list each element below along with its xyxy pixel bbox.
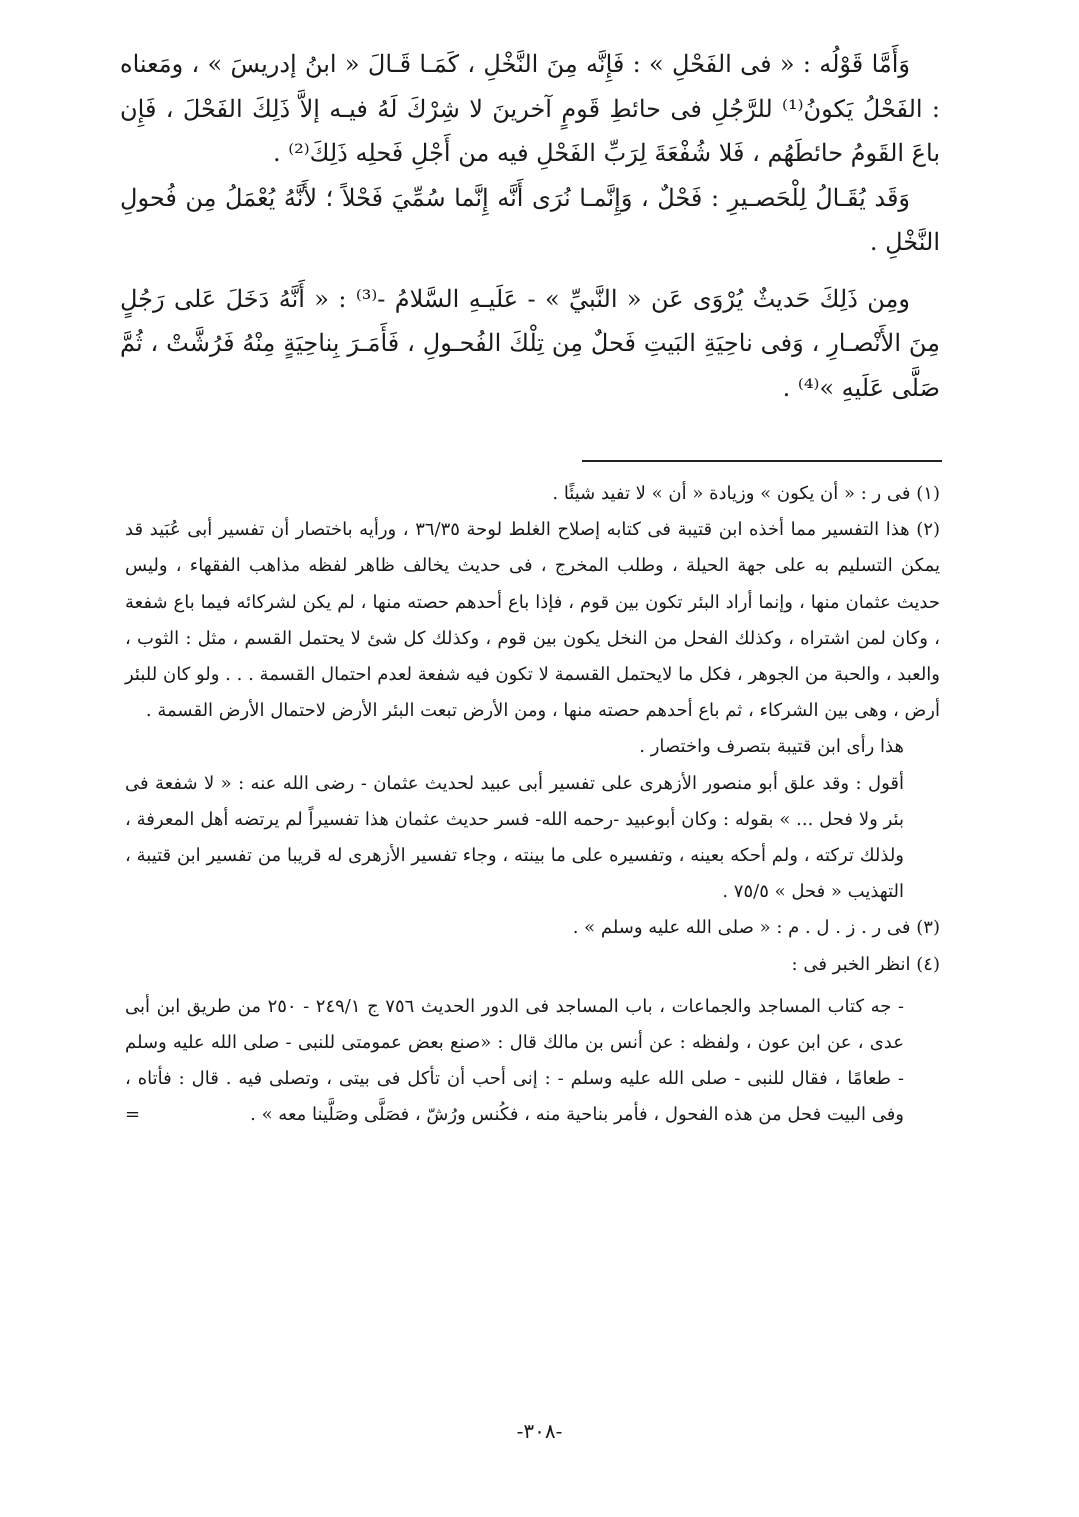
page-number: -٣٠٨- — [516, 1419, 563, 1443]
footnote-2-label: (٢) — [916, 519, 941, 541]
footnote-2-comment: أقول : وقد علق أبو منصور الأزهرى على تفسير أبى عبيد لحديث عثمان - رضى الله عنه : « لا شفعة فى بئر ولا فحل ... » بقوله : وكان أبوعبيد -رحمه الله- فسر حديث عثمان هذا تفسيراً لم يرتضه أهل المعرفة ، ولذلك تركته ، ولم أحكه بعينه ، وتفسيره على ما بينته ، وجاء تفسير الأزهرى له قريبا من تفسير ابن قتيبة ، التهذيب « فحل » ٧٥/٥ . — [125, 772, 904, 903]
main-paragraph-3: ومِن ذَلِكَ حَديثٌ يُرْوَى عَن « النَّبيِّ » - عَلَيـهِ السَّلامُ -⁽³⁾ : « أَنَّهُ دَخَلَ عَلى رَجُلٍ مِنَ الأَنْصـارِ ، وَفى ناحِيَةِ البَيتِ فَحلٌ مِن تِلْكَ الفُحـولِ ، فَأَمَـرَ بِناحِيَةٍ مِنْهُ فَرُشَّتْ ، ثُمَّ صَلَّى عَلَيهِ »⁽⁴⁾ . — [120, 284, 940, 402]
footnote-2-body: هذا التفسير مما أخذه ابن قتيبة فى كتابه إصلاح الغلط لوحة ٣٦/٣٥ ، ورأيه باختصار أن تفسير أبى عُبَيد قد يمكن التسليم به على جهة الحيلة ، وطلب المخرج ، فى حديث يخالف ظاهر لفظه مذاهب الفقهاء ، وليس حديث عثمان منها ، وإنما أراد البئر تكون بين قوم ، فإذا باع أحدهم حصته منها ، لم يكن لشركائه فيما باع شفعة ، وكان لمن اشتراه ، وكذلك الفحل من النخل يكون بين قوم ، وكذلك كل شئ لا يحتمل القسم ، مثل : الثوب ، والعبد ، والحبة من الجوهر ، فكل ما لايحتمل القسمة لا تكون فيه شفعة لعدم احتمال القسمة . . . ولو كان للبئر أرض ، وهى بين الشركاء ، ثم باع أحدهم حصته منها ، ومن الأرض تبعت البئر الأرض لاحتمال الأرض القسمة . — [125, 519, 940, 722]
footnote-2 — [125, 512, 940, 729]
footnote-4-item — [125, 989, 940, 1134]
main-paragraph-2: وَقَد يُقَـالُ لِلْحَصـيرِ : فَحْلٌ ، وَإِنَّمـا نُرَى أَنَّه إِنَّما سُمِّيَ فَحْلاً ؛ لأَنَّهُ يُعْمَلُ مِن فُحولِ النَّخْلِ . — [120, 183, 940, 256]
footnote-4: (٤) انظر الخبر فى : — [791, 953, 940, 975]
footnote-1: (١) فى ر : « أن يكون » وزيادة « أن » لا تفيد شيئًا . — [552, 483, 940, 504]
footnote-2-summary: هذا رأى ابن قتيبة بتصرف واختصار . — [639, 736, 904, 758]
main-paragraph-1: وَأَمَّا قَوْلُه : « فى الفَحْلِ » : فَإِنَّه مِنَ النَّخْلِ ، كَمَـا قَـالَ « ابنُ إدريسَ » ، ومَعناه : الفَحْلُ يَكونُ⁽¹⁾ للرَّجُلِ فى حائطِ قَومٍ آخرينَ لا شِرْكَ لَهُ فيـه إلاَّ ذَلِكَ الفَحْلَ ، فَإِن باعَ القَومُ حائطَهُم ، فَلا شُفْعَةَ لِرَبِّ الفَحْلِ فيه من أَجْلِ فَحلِه ذَلِكَ⁽²⁾ . — [120, 50, 941, 167]
main-text-block — [120, 42, 940, 410]
footnote-separator — [582, 460, 942, 462]
footnote-3: (٣) فى ر . ز . ل . م : « صلى الله عليه وسلم » . — [572, 917, 940, 939]
footnotes-block — [125, 476, 940, 1134]
continuation-mark: = — [125, 1104, 141, 1126]
footnote-4-item-text: - جه كتاب المساجد والجماعات ، باب المساجد فى الدور الحديث ٧٥٦ ج ٢٤٩/١ - ٢٥٠ من طريق ابن أبى عدى ، عن ابن عون ، ولفظه : عن أنس بن مالك قال : «صنع بعض عمومتى للنبى - صلى الله عليه وسلم - طعامًا ، فقال للنبى - صلى الله عليه وسلم - : إنى أحب أن تأكل فى بيتى ، وتصلى فيه . قال : فأتاه ، وفى البيت فحل من هذه الفحول ، فأمر بناحية منه ، فكُنس ورُشّ ، فصَلَّى وصَلَّينا معه » . — [125, 995, 904, 1126]
